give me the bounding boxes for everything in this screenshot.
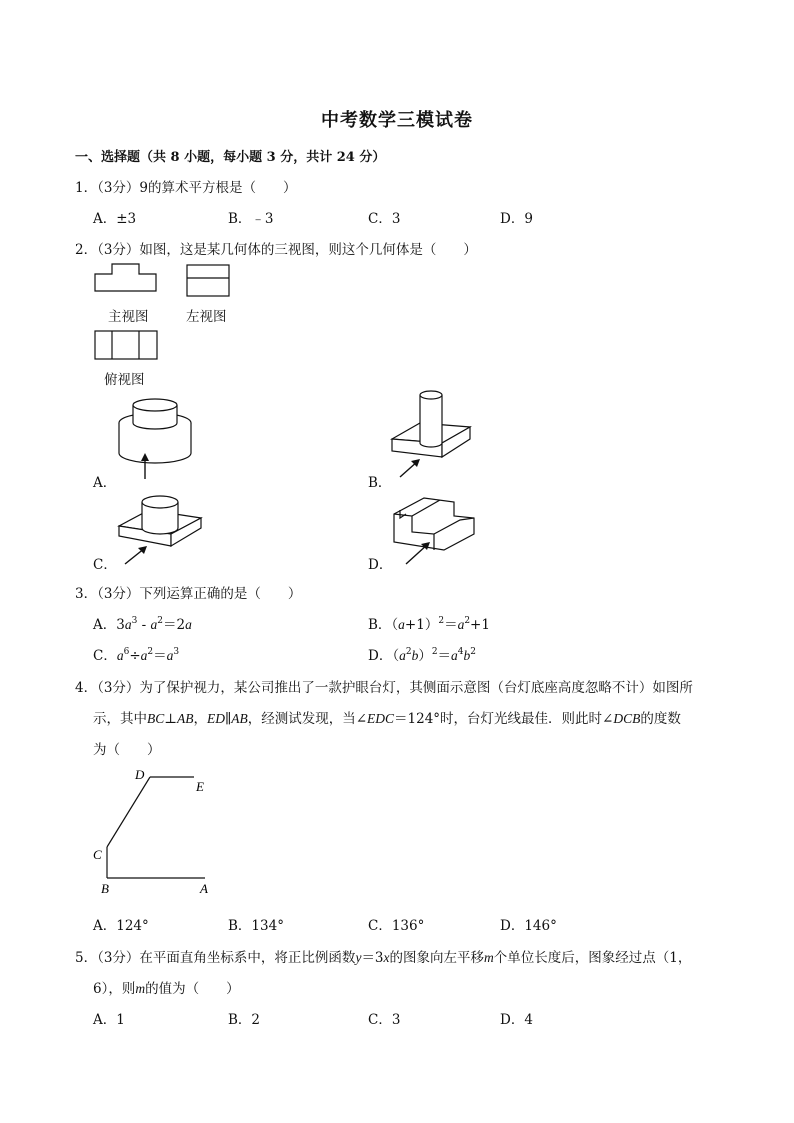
question-2-stem: 2．（3分）如图，这是某几何体的三视图，则这个几何体是（ ） bbox=[75, 242, 477, 258]
question-1-stem: 1．（3分）9的算术平方根是（ ） bbox=[75, 180, 297, 196]
question-5-line-1: 5．（3分）在平面直角坐标系中，将正比例函数y＝3x的图象向左平移m个单位长度后，图象经过点（1， bbox=[75, 950, 692, 966]
option-d-solid-figure bbox=[390, 488, 482, 568]
q2-option-c[interactable]: C． bbox=[93, 557, 117, 573]
q4-option-c[interactable]: C．136° bbox=[368, 918, 425, 934]
q5-option-b[interactable]: B．2 bbox=[228, 1012, 261, 1028]
point-label-d: D bbox=[135, 767, 145, 782]
question-4-line-1: 4．（3分）为了保护视力，某公司推出了一款护眼台灯，其侧面示意图（台灯底座高度忽略不计）如图所 bbox=[75, 680, 693, 696]
question-4-line-3: 为（ ） bbox=[93, 742, 161, 758]
left-view-figure bbox=[186, 264, 232, 298]
q2-option-a[interactable]: A． bbox=[93, 475, 117, 491]
front-view-figure bbox=[94, 262, 164, 294]
q3-option-b[interactable]: B．$(a+1)^2=a^2+1$ bbox=[368, 616, 490, 633]
point-label-c: C bbox=[93, 847, 102, 862]
q3-option-c[interactable]: C．$a^6\div a^2=a^3$ bbox=[93, 647, 180, 664]
question-5-line-2: 6），则m的值为（ ） bbox=[93, 981, 240, 997]
lamp-diagram-figure bbox=[90, 765, 220, 900]
top-view-figure bbox=[94, 330, 160, 362]
point-label-b: B bbox=[101, 881, 109, 896]
q5-option-d[interactable]: D．4 bbox=[500, 1012, 533, 1028]
q4-option-d[interactable]: D．146° bbox=[500, 918, 557, 934]
page-title: 中考数学三模试卷 bbox=[321, 110, 473, 131]
front-view-caption: 主视图 bbox=[108, 309, 149, 325]
q1-option-b[interactable]: B．﹣3 bbox=[228, 211, 274, 227]
q4-option-b[interactable]: B．134° bbox=[228, 918, 284, 934]
q1-option-a[interactable]: A．±3 bbox=[93, 211, 137, 227]
option-c-solid-figure bbox=[115, 490, 207, 568]
q4-option-a[interactable]: A．124° bbox=[93, 918, 149, 934]
option-a-solid-figure bbox=[115, 393, 197, 483]
q3-option-d[interactable]: D．$(a^2b)^2=a^4b^2$ bbox=[368, 647, 477, 664]
question-4-line-2: 示，其中BC⊥AB，ED∥AB，经测试发现，当∠EDC＝124°时，台灯光线最佳．则此时∠DCB的度数 bbox=[93, 711, 681, 727]
section-heading: 一、选择题（共 8 小题，每小题 3 分，共计 24 分） bbox=[75, 150, 386, 165]
point-label-e: E bbox=[196, 779, 204, 794]
point-label-a: A bbox=[200, 881, 208, 896]
top-view-caption: 俯视图 bbox=[104, 372, 145, 388]
q1-option-c[interactable]: C．3 bbox=[368, 211, 401, 227]
q2-option-b[interactable]: B． bbox=[368, 475, 392, 491]
question-3-stem: 3．（3分）下列运算正确的是（ ） bbox=[75, 586, 302, 602]
left-view-caption: 左视图 bbox=[186, 309, 227, 325]
q5-option-a[interactable]: A．1 bbox=[93, 1012, 125, 1028]
option-b-solid-figure bbox=[390, 387, 482, 482]
q3-option-a[interactable]: A．$3a^3 - a^2=2a$ bbox=[93, 616, 192, 633]
q5-option-c[interactable]: C．3 bbox=[368, 1012, 401, 1028]
q2-option-d[interactable]: D． bbox=[368, 557, 393, 573]
q1-option-d[interactable]: D．9 bbox=[500, 211, 533, 227]
